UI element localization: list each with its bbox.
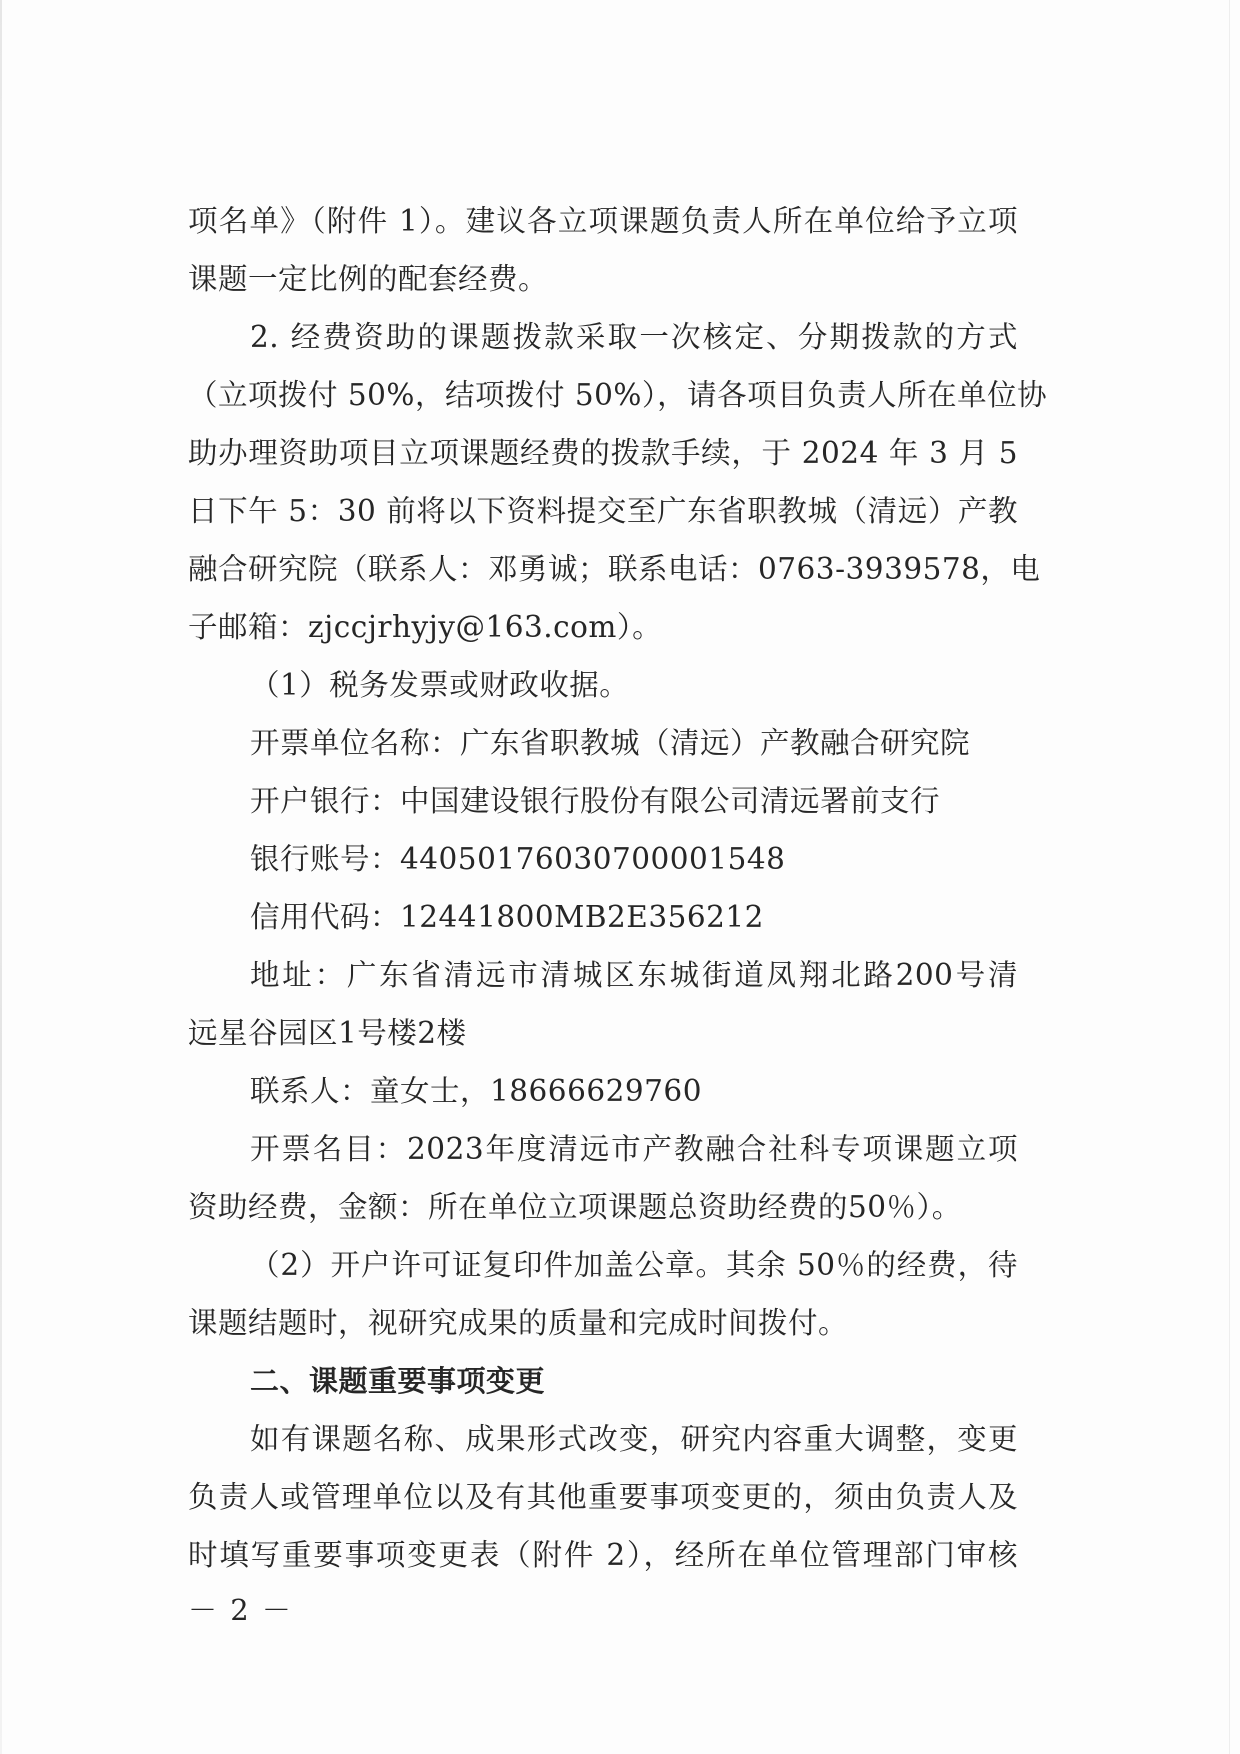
text-line: 资助经费，金额：所在单位立项课题总资助经费的50％）。 xyxy=(188,1190,962,1224)
text-line: 子邮箱：zjccjrhyjy@163.com）。 xyxy=(188,610,663,644)
text-line: 课题一定比例的配套经费。 xyxy=(188,262,549,296)
section-heading: 二、课题重要事项变更 xyxy=(250,1364,546,1398)
text-line: 远星谷园区1号楼2楼 xyxy=(188,1016,467,1050)
text-line: 日下午 5：30 前将以下资料提交至广东省职教城（清远）产教 xyxy=(188,494,1018,528)
text-line: （2）开户许可证复印件加盖公章。其余 50％的经费，待 xyxy=(250,1248,1018,1282)
text-line: 银行账号：44050176030700001548 xyxy=(250,842,786,876)
scan-edge xyxy=(1229,0,1230,1754)
text-line: 负责人或管理单位以及有其他重要事项变更的，须由负责人及 xyxy=(188,1480,1018,1514)
scan-edge xyxy=(0,0,2,1754)
text-line: 时填写重要事项变更表（附件 2），经所在单位管理部门审核 xyxy=(188,1538,1018,1572)
text-line: 2. 经费资助的课题拨款采取一次核定、分期拨款的方式 xyxy=(250,320,1018,354)
text-line: 开户银行：中国建设银行股份有限公司清远署前支行 xyxy=(250,784,941,818)
text-line: 如有课题名称、成果形式改变，研究内容重大调整，变更 xyxy=(250,1422,1018,1456)
text-line: 开票单位名称：广东省职教城（清远）产教融合研究院 xyxy=(250,726,971,760)
page-number: － 2 － xyxy=(188,1593,293,1627)
text-line: 课题结题时，视研究成果的质量和完成时间拨付。 xyxy=(188,1306,849,1340)
text-line: （立项拨付 50%，结项拨付 50%），请各项目负责人所在单位协 xyxy=(188,378,1048,412)
text-line: （1）税务发票或财政收据。 xyxy=(250,668,630,702)
text-line: 联系人：童女士，18666629760 xyxy=(250,1074,702,1108)
text-line: 项名单》（附件 1）。建议各立项课题负责人所在单位给予立项 xyxy=(188,204,1018,238)
text-line: 融合研究院（联系人：邓勇诚；联系电话：0763-3939578，电 xyxy=(188,552,1041,586)
text-line: 开票名目：2023年度清远市产教融合社科专项课题立项 xyxy=(250,1132,1018,1166)
body-text xyxy=(188,192,1048,1584)
text-line: 地址：广东省清远市清城区东城街道凤翔北路200号清 xyxy=(250,958,1018,992)
text-line: 助办理资助项目立项课题经费的拨款手续，于 2024 年 3 月 5 xyxy=(188,436,1018,470)
text-line: 信用代码：12441800MB2E356212 xyxy=(250,900,764,934)
